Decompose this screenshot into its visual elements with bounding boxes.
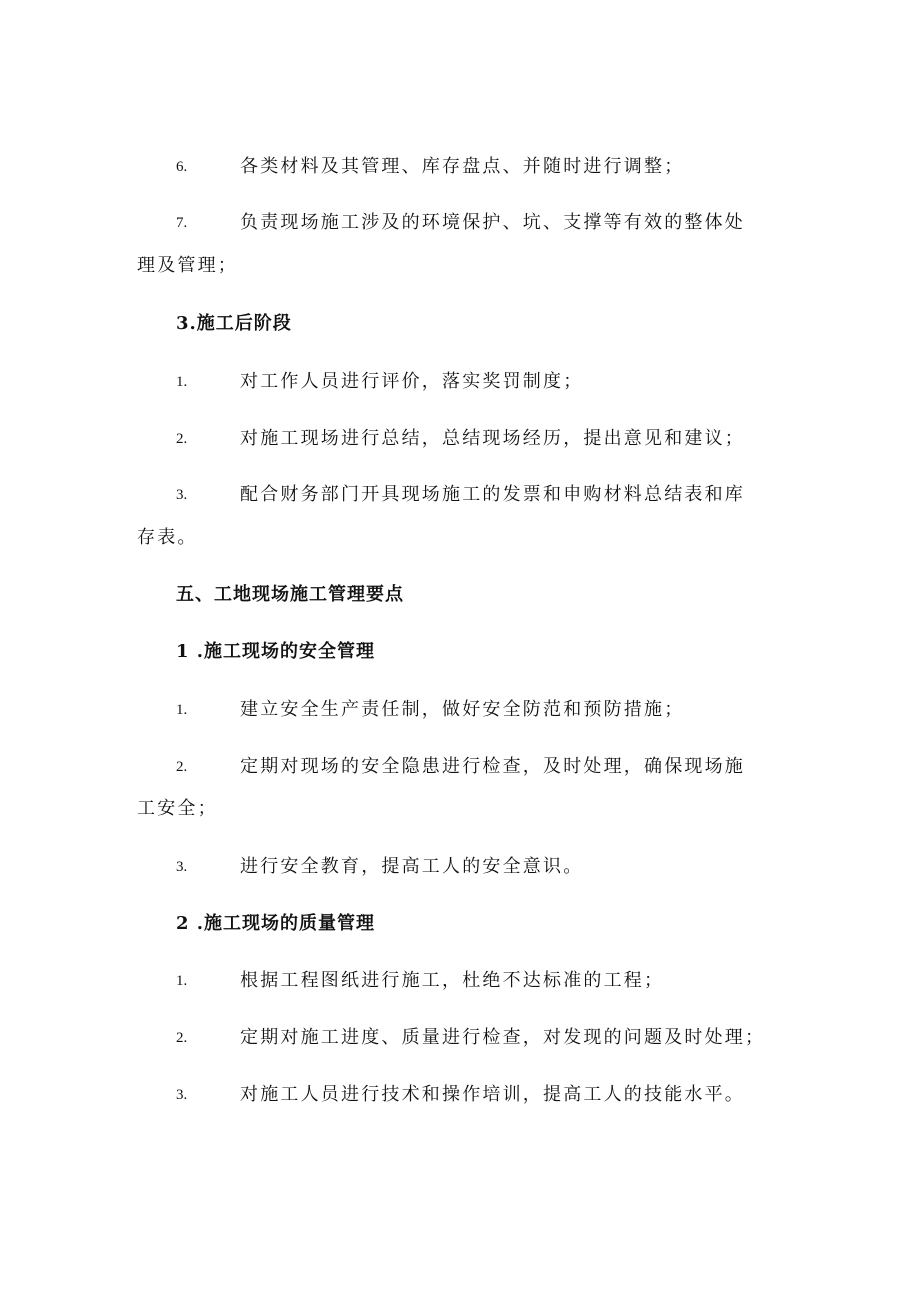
item-number: 3. bbox=[176, 859, 188, 875]
item-text: 配合财务部门开具现场施工的发票和申购材料总结表和库 bbox=[240, 484, 745, 505]
item-number: 2. bbox=[176, 431, 188, 447]
item-number: 2. bbox=[176, 1030, 188, 1046]
item-text: 进行安全教育，提高工人的安全意识。 bbox=[240, 856, 584, 877]
item-number: 3. bbox=[176, 1087, 188, 1103]
item-number: 7. bbox=[176, 215, 188, 231]
item-number: 6. bbox=[176, 159, 188, 175]
item-text: 根据工程图纸进行施工，杜绝不达标准的工程； bbox=[240, 970, 665, 991]
heading-text: 2 .施工现场的质量管理 bbox=[176, 913, 376, 934]
item-text-continuation: 理及管理； bbox=[137, 255, 238, 276]
item-text: 定期对现场的安全隐患进行检查，及时处理，确保现场施 bbox=[240, 756, 745, 777]
item-text-continuation: 工安全； bbox=[137, 798, 218, 819]
item-text: 对工作人员进行评价，落实奖罚制度； bbox=[240, 371, 584, 392]
item-number: 1. bbox=[176, 973, 188, 989]
heading-text: 五、工地现场施工管理要点 bbox=[176, 584, 404, 605]
item-text-continuation: 存表。 bbox=[137, 527, 198, 548]
heading-text: 3.施工后阶段 bbox=[176, 313, 292, 334]
item-number: 1. bbox=[176, 374, 188, 390]
item-text: 对施工人员进行技术和操作培训，提高工人的技能水平。 bbox=[240, 1084, 745, 1105]
item-text: 建立安全生产责任制，做好安全防范和预防措施； bbox=[240, 699, 685, 720]
item-text: 对施工现场进行总结，总结现场经历，提出意见和建议； bbox=[240, 428, 745, 449]
item-text: 各类材料及其管理、库存盘点、并随时进行调整； bbox=[240, 156, 685, 177]
item-number: 3. bbox=[176, 487, 188, 503]
item-text: 定期对施工进度、质量进行检查，对发现的问题及时处理； bbox=[240, 1027, 766, 1048]
item-text: 负责现场施工涉及的环境保护、坑、支撑等有效的整体处 bbox=[240, 212, 745, 233]
item-number: 2. bbox=[176, 759, 188, 775]
heading-text: 1 .施工现场的安全管理 bbox=[176, 641, 376, 662]
item-number: 1. bbox=[176, 702, 188, 718]
